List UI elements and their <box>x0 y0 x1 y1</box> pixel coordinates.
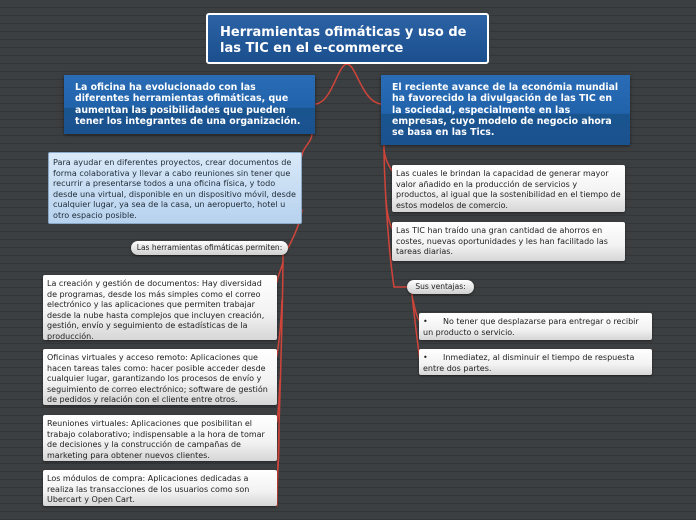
advantage-text: No tener que desplazarse para entregar o recibir un producto o servicio. <box>423 317 639 337</box>
right-connector-label[interactable]: Sus ventajas: <box>407 280 474 294</box>
bullet-icon: • <box>423 353 428 362</box>
right-detail-value[interactable]: Las cuales le brindan la capacidad de generar mayor valor añadido en la producción de servicios y productos, al igual que la sostenibilidad en el tiempo de estos modelos de comercio. <box>392 165 625 212</box>
left-item-purchase-modules[interactable]: Los módulos de compra: Aplicaciones dedicadas a realiza las transacciones de los usuarios como son Ubercart y Open Cart. <box>43 470 277 506</box>
left-item-documents[interactable]: La creación y gestión de documentos: Hay diversidad de programas, desde los más simples como el correo electrónico y las aplicaciones que permiten trabajar desde la nube hasta complejos que incluyen creación, gestión, envío y seguimiento de estadísticas de la producción. <box>43 275 277 340</box>
right-detail-savings[interactable]: Las TIC han traído una gran cantidad de ahorros en costes, nuevas oportunidades y les han facilitado las tareas diarias. <box>392 222 625 261</box>
central-topic[interactable]: Herramientas ofimáticas y uso de las TIC en el e-commerce <box>206 13 489 64</box>
advantage-text: Inmediatez, al disminuir el tiempo de respuesta entre dos partes. <box>423 353 635 373</box>
left-main-topic[interactable]: La oficina ha evolucionado con las diferentes herramientas ofimáticas, que aumentan las posibilidades que pueden tener los integrantes de una organización. <box>64 75 315 134</box>
left-item-virtual-offices[interactable]: Oficinas virtuales y acceso remoto: Aplicaciones que hacen tareas tales como: hacer posible acceder desde cualquier lugar, garantizando los procesos de envío y seguimiento de correo electrónico; software de gestión de pedidos y relación con el cliente entre otros. <box>43 349 277 405</box>
line-title-left <box>316 64 347 104</box>
line-left-detail <box>302 134 312 156</box>
bullet-icon: • <box>423 317 428 326</box>
advantage-item-no-travel[interactable] <box>419 313 652 340</box>
advantage-item-immediacy[interactable] <box>419 349 652 375</box>
right-main-topic[interactable]: El reciente avance de la económia mundial ha favorecido la divulgación de las TIC en la sociedad, especialmente en las empresas, cuyo modelo de negocio ahora se basa en las Tics. <box>381 75 630 145</box>
left-item-virtual-meetings[interactable]: Reuniones virtuales: Aplicaciones que posibilitan el trabajo colaborativo; indispensable a la hora de tomar de decisiones y la construcción de campañas de marketing para obtener nuevos clientes. <box>43 415 277 461</box>
left-connector-label[interactable]: Las herramientas ofimáticas permiten: <box>131 241 288 255</box>
left-detail-topic[interactable]: Para ayudar en diferentes proyectos, crear documentos de forma colaborativa y llevar a cabo reuniones sin tener que recurrir a presentarse todos a una oficina física, y todo desde una virtual, disponible en un dispositivo móvil, desde cualquier lugar, ya sea de la casa, un aeropuerto, hotel u otro espacio posible. <box>48 152 302 224</box>
line-title-right <box>347 64 381 104</box>
